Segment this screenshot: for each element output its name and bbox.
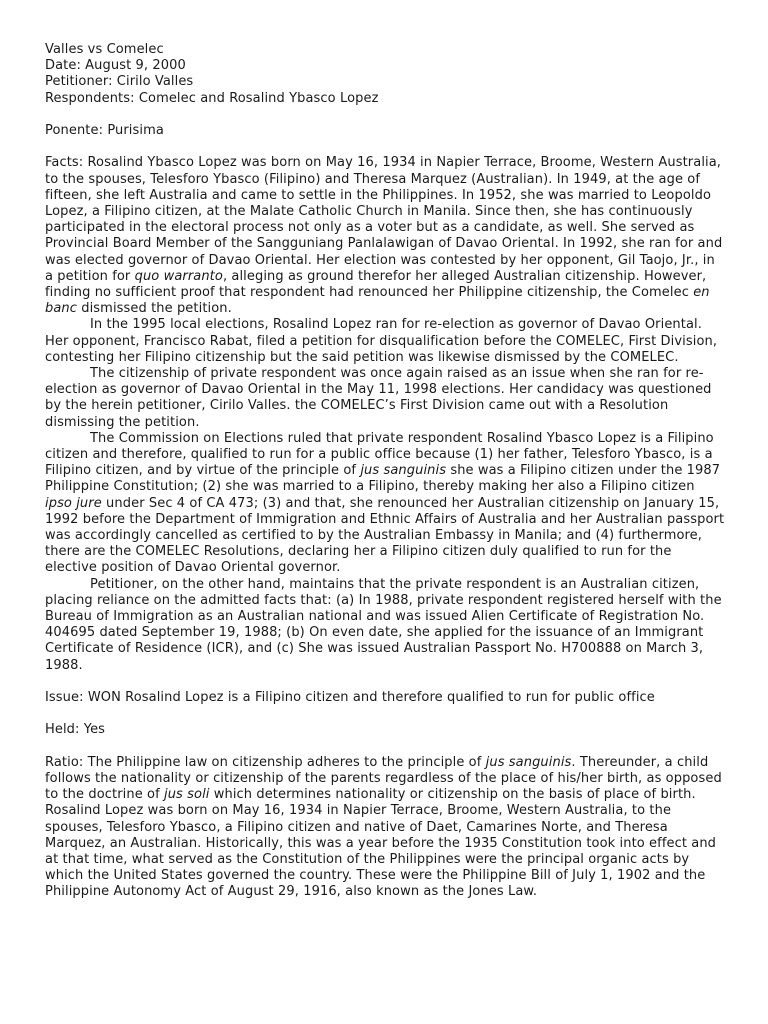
facts-section: [45, 155, 725, 674]
issue-line: Issue: WON Rosalind Lopez is a Filipino citizen and therefore qualified to run for public office: [45, 690, 655, 706]
text-run: which determines nationality or citizenship on the basis of place of birth. Rosalind Lopez was born on May 16, 1934 in Napier Terrace, Broome, Western Australia, to the spouses, Telesforo Ybasco, a Filipino citizen and native of Daet, Camarines Norte, and Theresa Marquez, an Australian. Historically, this was a year before the 1935 Constitution took into effect and at that time, what served as the Constitution of the Philippines were the principal organic acts by which the United States governed the country. These were the Philippine Bill of July 1, 1902 and the Philippine Autonomy Act of August 29, 1916, also known as the Jones Law.: [45, 787, 717, 900]
text-run: The citizenship of private respondent was once again raised as an issue when she ran for re-election as governor of Davao Oriental in the May 11, 1998 elections. Her candidacy was questioned by the herein petitioner, Cirilo Valles. the COMELEC’s First Division came out with a Resolution dismissing the petition.: [45, 366, 712, 430]
case-respondents: Respondents: Comelec and Rosalind Ybasco Lopez: [45, 90, 379, 106]
facts-paragraph: [45, 431, 725, 577]
italic-term: jus soli: [164, 787, 210, 803]
facts-paragraph: [45, 366, 725, 431]
text-run: , alleging as ground therefor her alleged Australian citizenship. However, finding no sufficient proof that respondent had renounced her Philippine citizenship, the Comelec: [45, 268, 707, 301]
facts-paragraph: [45, 317, 725, 366]
italic-term: en banc: [45, 285, 710, 317]
document-page: [45, 42, 725, 901]
facts-paragraph: [45, 155, 725, 317]
italic-term: jus sanguinis: [485, 754, 572, 770]
case-title: Valles vs Comelec: [45, 42, 164, 57]
ratio-paragraph: [45, 755, 725, 901]
italic-term: jus sanguinis: [360, 463, 447, 479]
text-run: The Commission on Elections ruled that private respondent Rosalind Ybasco Lopez is a Filipino citizen and therefore, qualified to run for a public office because (1) her father, Telesforo Ybasco, is a Filipino citizen, and by virtue of the principle of: [45, 430, 714, 479]
italic-term: ipso jure: [45, 495, 102, 511]
case-date: Date: August 9, 2000: [45, 58, 186, 74]
ponente-line: Ponente: Purisima: [45, 123, 164, 138]
held-line: Held: Yes: [45, 722, 106, 738]
case-header: [45, 42, 725, 107]
text-run: she was a Filipino citizen under the 1987 Philippine Constitution; (2) she was married to a Filipino, thereby making her also a Filipino citizen: [45, 463, 721, 495]
text-run: Petitioner, on the other hand, maintains that the private respondent is an Australian citizen, placing reliance on the admitted facts that: (a) In 1988, private respondent registered herself with the Bureau of Immigration as an Australian national and was issued Alien Certificate of Registration No. 404695 dated September 19, 1988; (b) On even date, she applied for the issuance of an Immigrant Certificate of Residence (ICR), and (c) She was issued Australian Passport No. H700888 on March 3, 1988.: [45, 576, 722, 673]
case-petitioner: Petitioner: Cirilo Valles: [45, 74, 194, 90]
text-run: Facts: Rosalind Ybasco Lopez was born on May 16, 1934 in Napier Terrace, Broome, Western Australia, to the spouses, Telesforo Ybasco (Filipino) and Theresa Marquez (Australian). In 1949, at the age of fifteen, she left Australia and came to settle in the Philippines. In 1952, she was married to Leopoldo Lopez, a Filipino citizen, at the Malate Catholic Church in Manila. Since then, she has continuously participated in the electoral process not only as a voter but as a candidate, as well. She served as Provincial Board Member of the Sangguniang Panlalawigan of Davao Oriental. In 1992, she ran for and was elected governor of Davao Oriental. Her election was contested by her opponent, Gil Taojo, Jr., in a petition for: [45, 155, 723, 284]
italic-term: quo warranto: [134, 268, 223, 284]
text-run: dismissed the petition.: [77, 301, 232, 317]
text-run: . Thereunder, a child follows the nationality or citizenship of the parents regardless of the place of his/her birth, as opposed to the doctrine of: [45, 754, 722, 803]
text-run: under Sec 4 of CA 473; (3) and that, she renounced her Australian citizenship on January 15, 1992 before the Department of Immigration and Ethnic Affairs of Australia and her Australian passport was accordingly cancelled as certified to by the Australian Embassy in Manila; and (4) furthermore, there are the COMELEC Resolutions, declaring her a Filipino citizen duly qualified to run for the elective position of Davao Oriental governor.: [45, 495, 725, 576]
facts-paragraph: [45, 577, 725, 674]
text-run: In the 1995 local elections, Rosalind Lopez ran for re-election as governor of Davao Oriental. Her opponent, Francisco Rabat, filed a petition for disqualification before the COMELEC, First Division, contesting her Filipino citizenship but the said petition was likewise dismissed by the COMELEC.: [45, 317, 718, 365]
text-run: Ratio: The Philippine law on citizenship adheres to the principle of: [45, 754, 486, 770]
